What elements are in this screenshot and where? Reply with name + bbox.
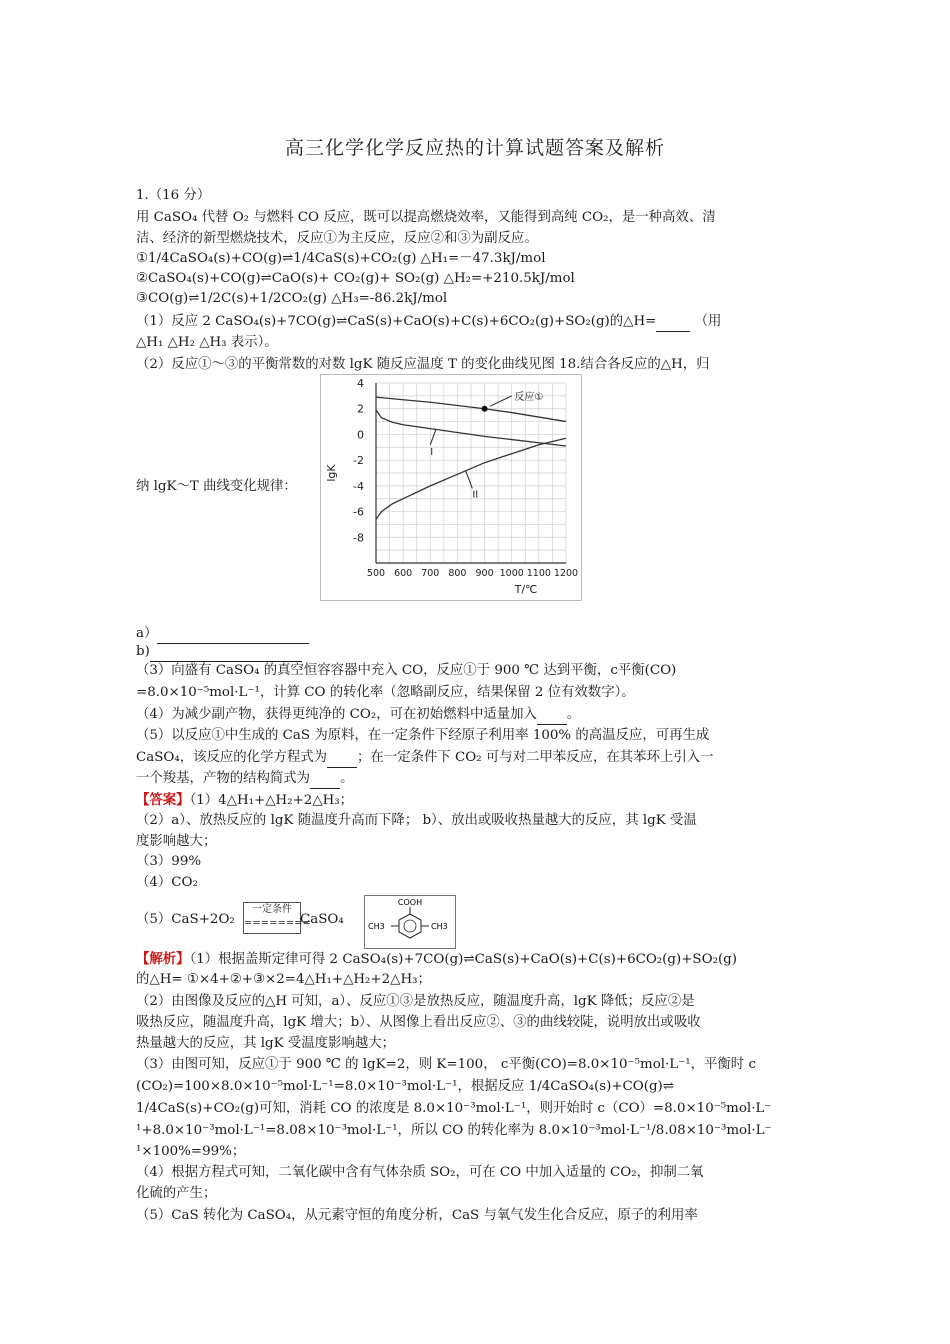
- question-3-line-1: （3）向盛有 CaSO₄ 的真空恒容容器中充入 CO，反应①于 900 ℃ 达到平衡，c平衡(CO): [136, 663, 677, 678]
- analysis-line-6: （3）由图可知，反应①于 900 ℃ 的 lgK=2，则 K=100， c平衡(CO)=8.0×10⁻⁵mol·L⁻¹，平衡时 c: [136, 1057, 756, 1072]
- question-5-line-1: （5）以反应①中生成的 CaS 为原料，在一定条件下经原子利用率 100% 的高温反应，可再生成: [136, 728, 710, 743]
- analysis-line-5: 热量越大的反应，其 lgK 受温度影响越大；: [136, 1036, 396, 1051]
- y-tick-label: -6: [353, 505, 364, 519]
- x-tick-label: 1000: [499, 568, 524, 579]
- answer-line-1: [136, 791, 353, 810]
- blank-a-label: a）: [136, 626, 158, 641]
- question-intro-line-2: 洁、经济的新型燃烧技术，反应①为主反应，反应②和③为副反应。: [136, 231, 538, 246]
- y-tick-label: 2: [357, 402, 364, 416]
- y-tick-label: 4: [357, 377, 364, 390]
- question-1-text: （1）反应 2 CaSO₄(s)+7CO(g)⇌CaS(s)+CaO(s)+C(s)+6CO₂(g)+SO₂(g)的△H=: [136, 314, 657, 329]
- question-5-blank: [327, 749, 357, 768]
- analysis-line-1: [136, 950, 737, 969]
- analysis-line-2: 的△H= ①×4+②+③×2=4△H₁+△H₂+2△H₃；: [136, 972, 431, 987]
- chart-svg: [321, 375, 581, 600]
- question-5-mid: ；在一定条件下 CO₂ 可与对二甲苯反应，在其苯环上引入一: [357, 750, 714, 765]
- question-1-line-2: △H₁ △H₂ △H₃ 表示）。: [136, 335, 278, 350]
- analysis-label: 【解析】: [136, 951, 190, 967]
- analysis-line-4: 吸热反应，随温度升高，lgK 增大；b）、从图像上看出反应②、③的曲线较陡，说明放出或吸收: [136, 1015, 701, 1030]
- y-axis-label: lgK: [325, 464, 338, 482]
- question-2-line-1: （2）反应①～③的平衡常数的对数 lgK 随反应温度 T 的变化曲线见图 18.结合各反应的△H，归: [136, 357, 710, 372]
- answer-line-3: 度影响越大；: [136, 834, 217, 849]
- analysis-line-9: ¹+8.0×10⁻³mol·L⁻¹=8.08×10⁻³mol·L⁻¹，所以 CO 的转化率为 8.0×10⁻³mol·L⁻¹/8.08×10⁻³mol·L⁻: [136, 1123, 772, 1138]
- analysis-line-3: （2）由图像及反应的△H 可知，a）、反应①③是放热反应，随温度升高，lgK 降低；反应②是: [136, 994, 695, 1009]
- structure-left-label: CH3: [368, 922, 385, 931]
- blank-b: [136, 643, 302, 662]
- page-title: 高三化学化学反应热的计算试题答案及解析: [284, 137, 665, 159]
- analysis-line-11: （4）根据方程式可知，二氧化碳中含有气体杂质 SO₂，可在 CO 中加入适量的 CO₂，抑制二氧: [136, 1165, 704, 1180]
- x-tick-label: 800: [448, 568, 467, 579]
- analysis-line-10: ¹×100%=99%；: [136, 1144, 246, 1159]
- question-intro-line-1: 用 CaSO₄ 代替 O₂ 与燃料 CO 反应，既可以提高燃烧效率，又能得到高纯 CO₂，是一种高效、清: [136, 210, 716, 225]
- question-2-line-2: 纳 lgK～T 曲线变化规律：: [136, 479, 297, 494]
- question-1-tail: （用: [694, 314, 722, 329]
- analysis-1: （1）根据盖斯定律可得 2 CaSO₄(s)+7CO(g)⇌CaS(s)+CaO(s)+C(s)+6CO₂(g)+SO₂(g): [189, 952, 737, 967]
- question-5-line-2: [136, 749, 714, 768]
- analysis-line-13: （5）CaS 转化为 CaSO₄，从元素守恒的角度分析，CaS 与氧气发生化合反应，原子的利用率: [136, 1208, 698, 1223]
- series-label-3: II: [472, 489, 479, 501]
- question-5-text: CaSO₄，该反应的化学方程式为: [136, 750, 328, 765]
- blank-a: [136, 625, 309, 644]
- question-3-line-2: =8.0×10⁻⁵mol·L⁻¹，计算 CO 的转化率（忽略副反应，结果保留 2 位有效数字）。: [136, 685, 635, 700]
- answer-5-product: CaSO₄: [300, 912, 344, 927]
- reaction-2: ②CaSO₄(s)+CO(g)⇌CaO(s)+ CO₂(g)+ SO₂(g) △H₂=+210.5kJ/mol: [136, 271, 575, 286]
- y-tick-label: -4: [353, 479, 364, 493]
- answer-5-left: （5）CaS+2O₂: [136, 912, 235, 927]
- answer-4: （4）CO₂: [136, 875, 198, 890]
- x-tick-label: 900: [475, 568, 494, 579]
- x-tick-label: 600: [394, 568, 413, 579]
- structure-top-label: COOH: [397, 898, 423, 907]
- question-1-line-1: [136, 313, 721, 332]
- question-4-blank: [537, 706, 567, 725]
- equilibrium-point-marker: [482, 406, 488, 412]
- reaction-condition-box: [243, 902, 312, 934]
- blank-b-label: b): [136, 644, 150, 659]
- x-axis-label: T/℃: [514, 583, 538, 596]
- answer-line-2: （2）a）、放热反应的 lgK 随温度升高而下降； b）、放出或吸收热量越大的反应，其 lgK 受温: [136, 813, 697, 828]
- y-tick-label: -2: [353, 454, 364, 468]
- lgk-temperature-chart: [320, 374, 582, 601]
- y-tick-label: -8: [353, 531, 364, 545]
- analysis-line-8: 1/4CaS(s)+CO₂(g)可知，消耗 CO 的浓度是 8.0×10⁻³mol·L⁻¹，则开始时 c（CO）=8.0×10⁻⁵mol·L⁻: [136, 1101, 772, 1116]
- question-4-text: （4）为减少副产物，获得更纯净的 CO₂，可在初始燃料中适量加入: [136, 707, 537, 722]
- question-5-text-2: 一个羧基，产物的结构简式为: [136, 771, 311, 786]
- series-label-2: I: [430, 447, 434, 458]
- answer-blank: [656, 313, 690, 332]
- condition-arrow: ========: [244, 918, 312, 929]
- structure-diagram: [364, 895, 456, 949]
- x-tick-label: 1200: [553, 568, 579, 579]
- question-5-blank-2: [310, 770, 340, 789]
- analysis-line-7: (CO₂)=100×8.0×10⁻⁵mol·L⁻¹=8.0×10⁻³mol·L⁻¹，根据反应 1/4CaSO₄(s)+CO(g)⇌: [136, 1079, 675, 1094]
- analysis-line-12: 化硫的产生；: [136, 1186, 217, 1201]
- benzene-structure-icon: [365, 896, 455, 948]
- question-4: （4）为减少副产物，获得更纯净的 CO₂，可在初始燃料中适量加入 。: [136, 706, 580, 725]
- answer-1: （1）4△H₁+△H₂+2△H₃；: [189, 793, 354, 808]
- structure-right-label: CH3: [431, 922, 448, 931]
- x-tick-label: 500: [366, 568, 386, 579]
- question-5-line-3: 一个羧基，产物的结构简式为 。: [136, 770, 353, 789]
- label-arrow-1: [490, 396, 512, 406]
- blank-a-line: [157, 625, 309, 644]
- x-tick-label: 1100: [526, 568, 551, 579]
- reaction-1: ①1/4CaSO₄(s)+CO(g)⇌1/4CaS(s)+CO₂(g) △H₁=－47.3kJ/mol: [136, 251, 546, 266]
- series-label-1: 反应①: [514, 391, 544, 403]
- y-tick-label: 0: [357, 428, 364, 442]
- question-number: 1.（16 分）: [136, 188, 211, 203]
- answer-3: （3）99%: [136, 854, 202, 869]
- reaction-3: ③CO(g)⇌1/2C(s)+1/2CO₂(g) △H₃=-86.2kJ/mol: [136, 291, 448, 306]
- label-arrow-2: [430, 430, 435, 445]
- blank-b-line: [150, 643, 302, 662]
- x-tick-label: 700: [421, 568, 440, 579]
- answer-label: 【答案】: [136, 792, 190, 808]
- condition-text: 一定条件: [252, 904, 292, 915]
